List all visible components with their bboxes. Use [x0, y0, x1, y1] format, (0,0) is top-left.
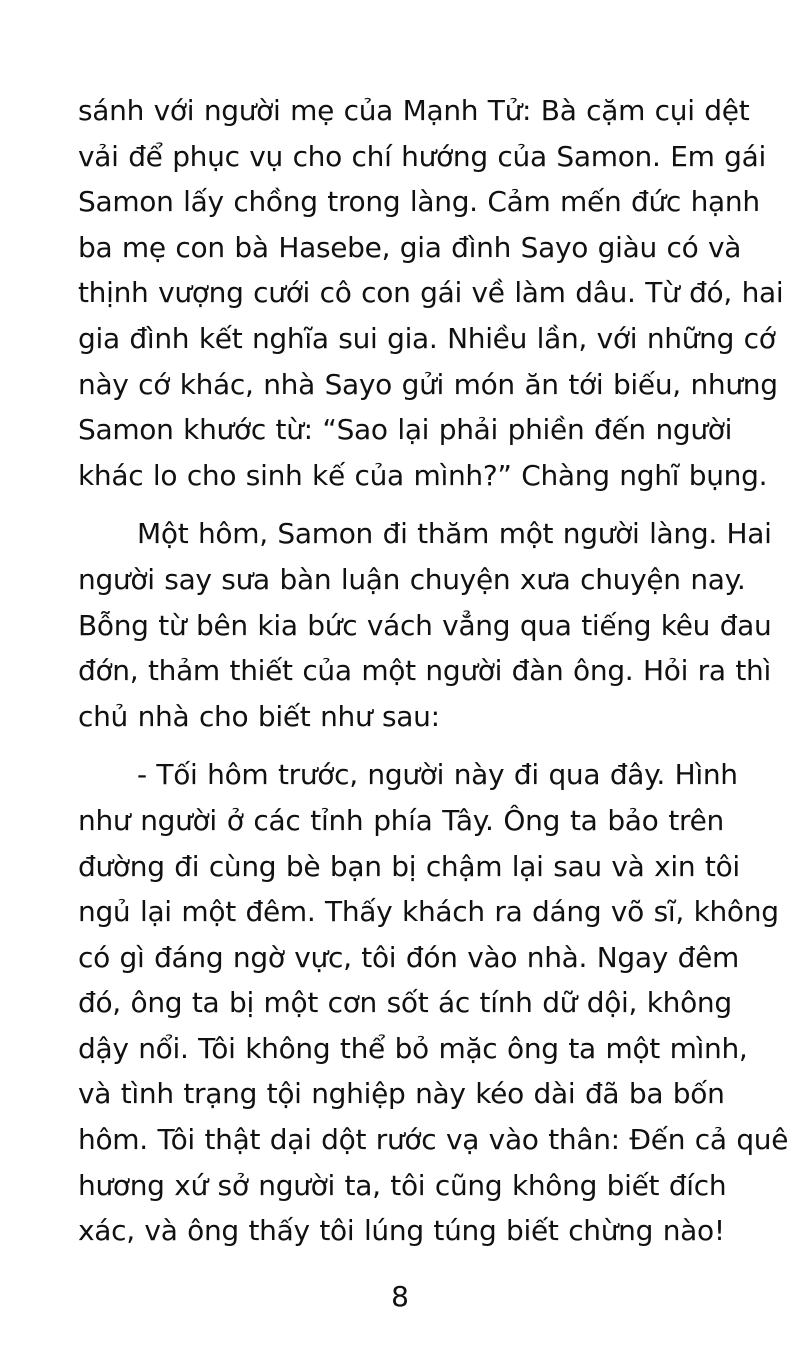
text-line: đường đi cùng bè bạn bị chậm lại sau và xin tôi — [78, 849, 740, 883]
text-line: - Tối hôm trước, người này đi qua đây. Hình — [137, 758, 738, 792]
text-line: đớn, thảm thiết của một người đàn ông. Hỏi ra thì — [78, 654, 771, 688]
text-line: và tình trạng tội nghiệp này kéo dài đã ba bốn — [78, 1077, 725, 1111]
text-line: xác, và ông thấy tôi lúng túng biết chừng nào! — [78, 1214, 725, 1248]
text-line: Một hôm, Samon đi thăm một người làng. Hai — [137, 517, 772, 551]
text-line: gia đình kết nghĩa sui gia. Nhiều lần, với những cớ — [78, 321, 776, 355]
text-line: này cớ khác, nhà Sayo gửi món ăn tới biếu, nhưng — [78, 367, 778, 401]
text-line: khác lo cho sinh kế của mình?” Chàng nghĩ bụng. — [78, 458, 768, 492]
text-line: thịnh vượng cưới cô con gái về làm dâu. Từ đó, hai — [78, 276, 784, 310]
text-line: Samon khước từ: “Sao lại phải phiền đến người — [78, 413, 733, 447]
text-line: đó, ông ta bị một cơn sốt ác tính dữ dội, không — [78, 986, 732, 1020]
text-line: có gì đáng ngờ vực, tôi đón vào nhà. Ngay đêm — [78, 940, 739, 974]
text-line: chủ nhà cho biết như sau: — [78, 699, 440, 733]
text-line: ngủ lại một đêm. Thấy khách ra dáng võ sĩ, không — [78, 895, 779, 929]
text-line: người say sưa bàn luận chuyện xưa chuyện nay. — [78, 562, 746, 596]
text-line: dậy nổi. Tôi không thể bỏ mặc ông ta một mình, — [78, 1031, 748, 1065]
page-number: 8 — [391, 1280, 409, 1313]
paragraph-gap — [78, 498, 724, 511]
body-text — [78, 88, 789, 1254]
text-line: Bỗng từ bên kia bức vách vẳng qua tiếng kêu đau — [78, 608, 772, 642]
text-line: hương xứ sở người ta, tôi cũng không biết đích — [78, 1168, 727, 1202]
paragraph-gap — [78, 739, 724, 752]
text-line: vải để phục vụ cho chí hướng của Samon. Em gái — [78, 139, 766, 173]
text-line: hôm. Tôi thật dại dột rước vạ vào thân: Đến cả quê — [78, 1123, 789, 1157]
text-line: sánh với người mẹ của Mạnh Tử: Bà cặm cụi dệt — [78, 94, 750, 127]
text-line: như người ở các tỉnh phía Tây. Ông ta bảo trên — [78, 803, 724, 837]
text-line: ba mẹ con bà Hasebe, gia đình Sayo giàu có và — [78, 230, 742, 264]
text-line: Samon lấy chồng trong làng. Cảm mến đức hạnh — [78, 185, 760, 219]
